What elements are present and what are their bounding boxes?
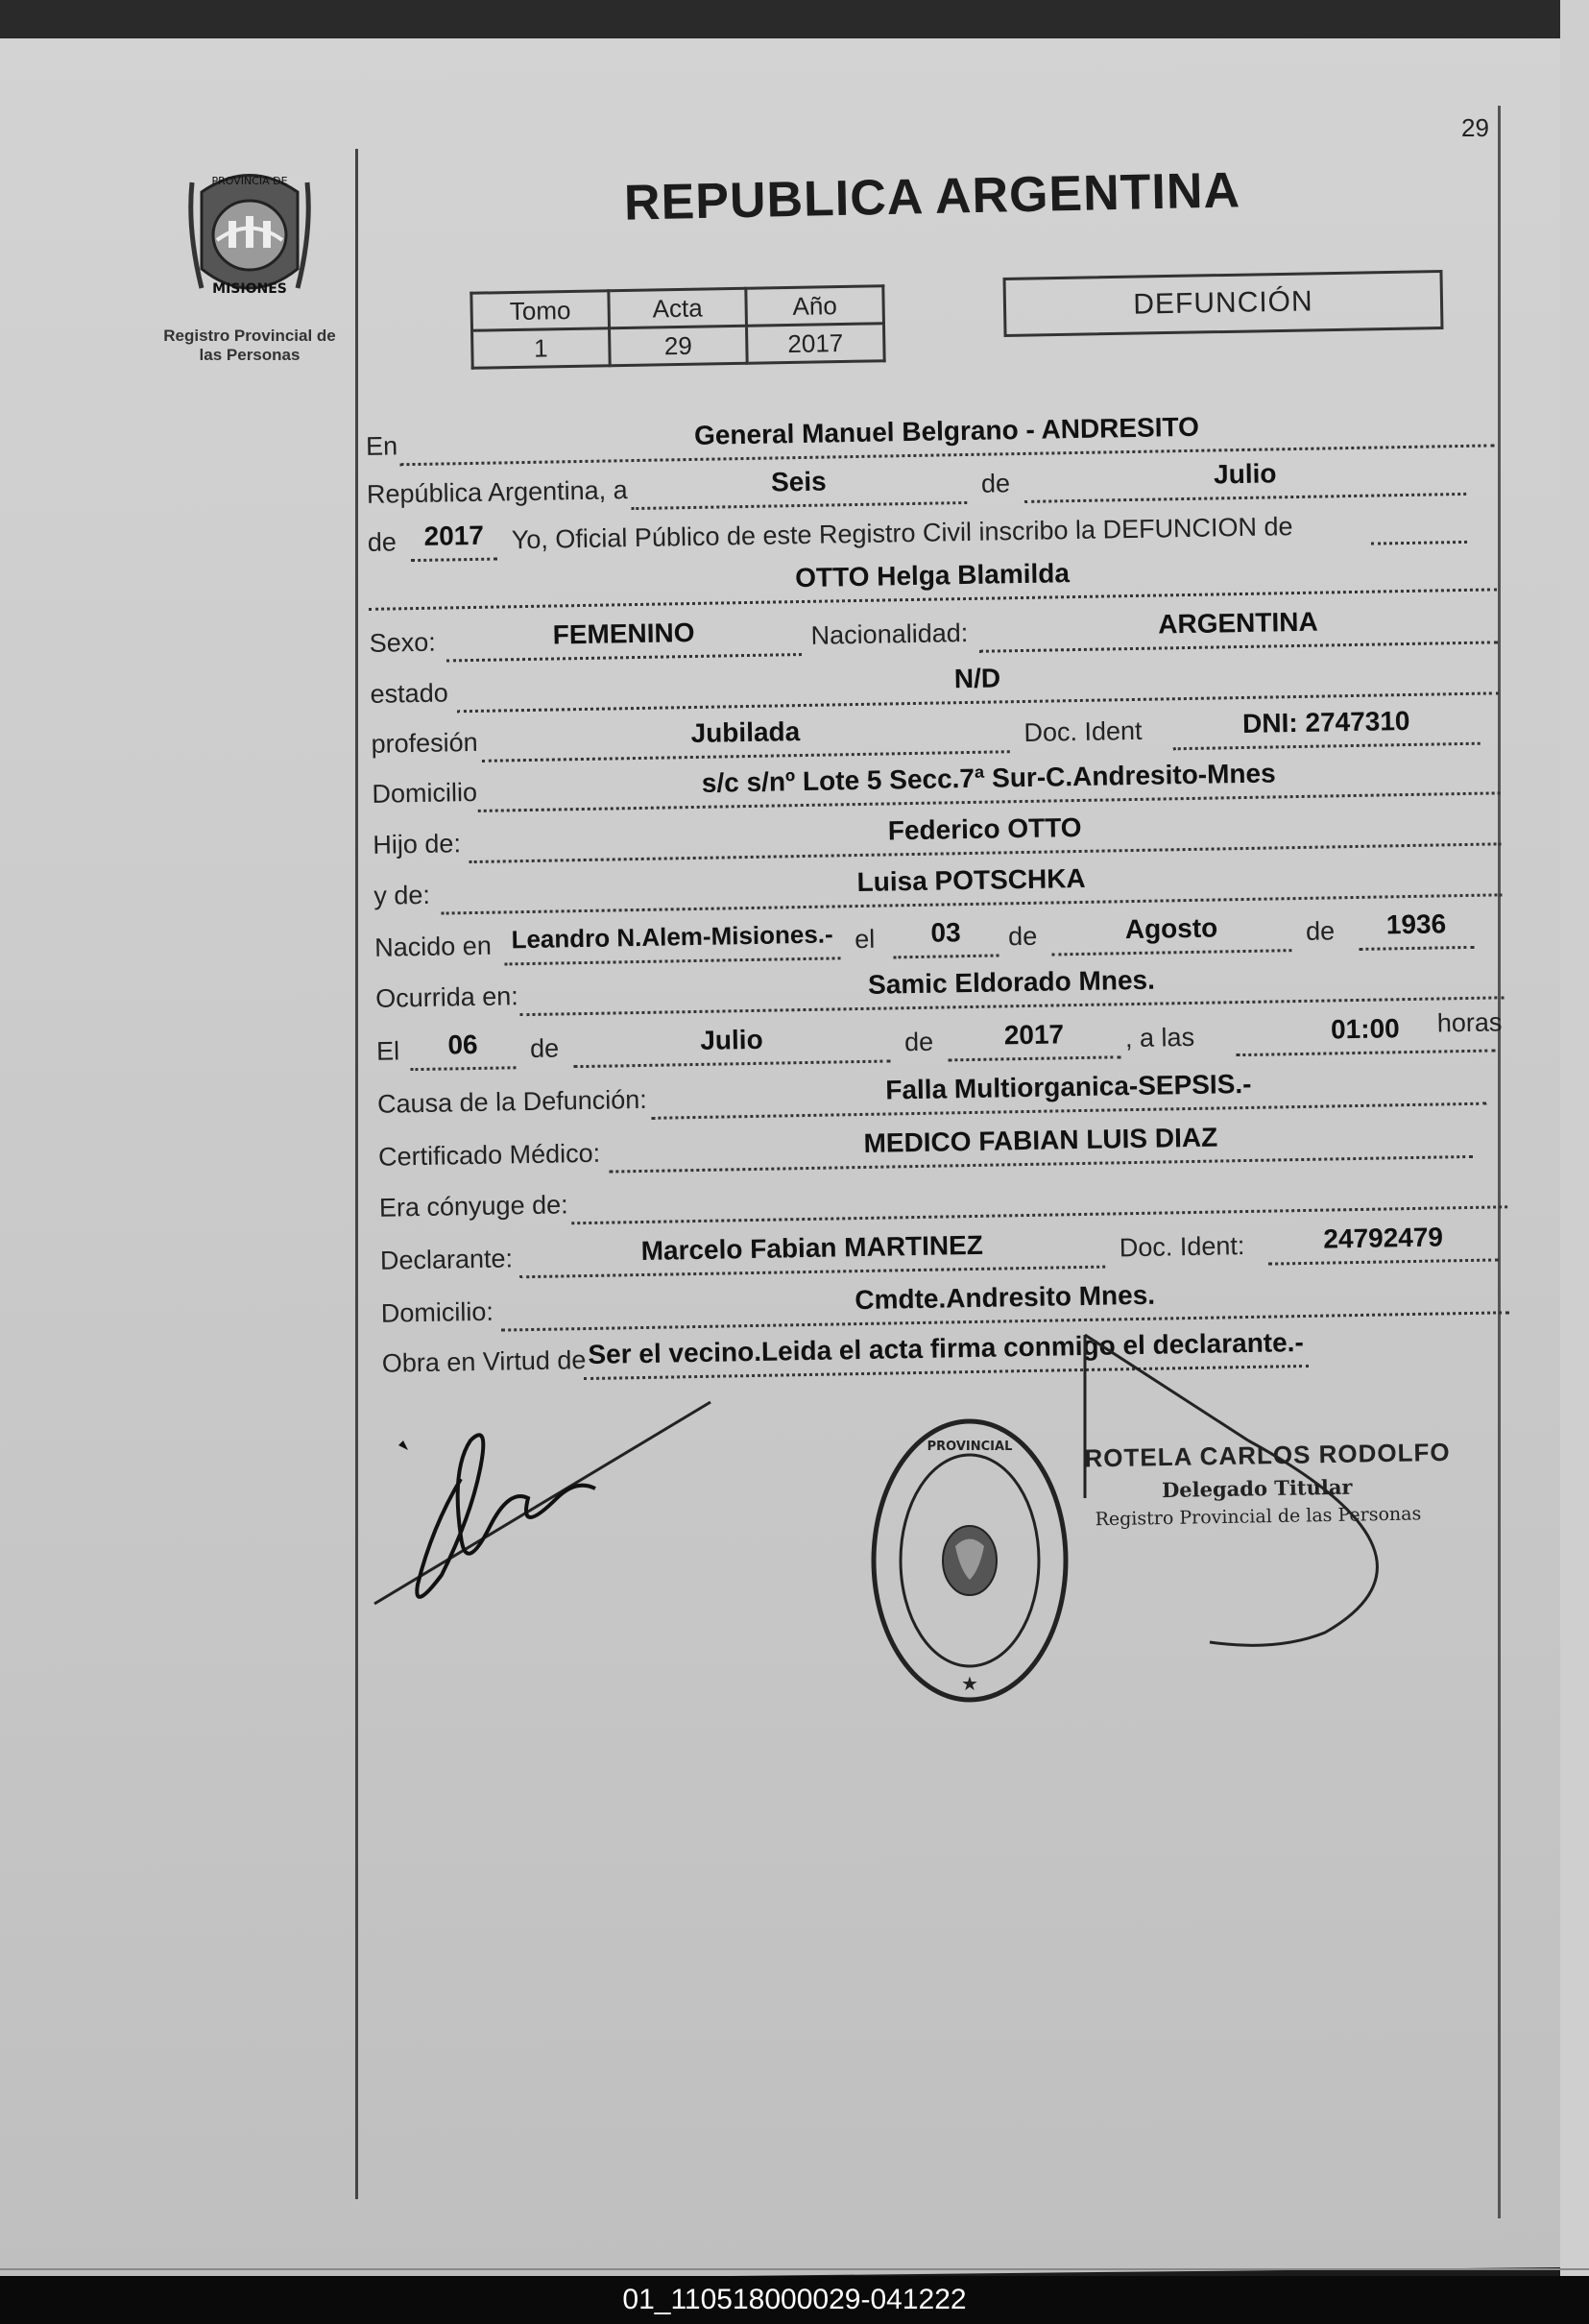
province-emblem-icon (182, 163, 317, 317)
value-nac-mes: Agosto (1124, 912, 1218, 945)
value-nombre: OTTO Helga Blamilda (794, 558, 1071, 593)
bottom-edge-line (0, 2268, 1589, 2270)
label-inscribo: Yo, Oficial Público de este Registro Civil inscribo la DEFUNCION de (511, 512, 1293, 555)
registry-table (469, 284, 885, 370)
row-nacido: Nacido en Leandro N.Alem-Misiones.- el 03 de Agosto de 1936 (370, 933, 371, 972)
value-nac-anio: 1936 (1385, 908, 1447, 940)
tomo-value: 1 (472, 328, 611, 368)
value-def-dia: 06 (447, 1029, 478, 1060)
value-certificado: MEDICO FABIAN LUIS DIAZ (863, 1122, 1218, 1158)
svg-text:★: ★ (961, 1674, 978, 1695)
value-estado: N/D (953, 663, 1001, 694)
anio-header: Año (746, 286, 884, 326)
delegate-name: ROTELA CARLOS RODOLFO (1084, 1437, 1451, 1473)
page-number: 29 (1461, 113, 1489, 142)
label-en: En (365, 431, 398, 461)
row-inscribo: de 2017 Yo, Oficial Público de este Registro Civil inscribo la DEFUNCION de (363, 528, 364, 567)
value-def-mes: Julio (700, 1024, 763, 1055)
row-fecha-defuncion: El 06 de Julio de 2017 , a las 01:00 horas (372, 1037, 373, 1076)
delegate-office: Registro Provincial de las Personas (1095, 1503, 1422, 1531)
row-obra: Obra en Virtud de Ser el vecino.Leida el acta firma conmigo el declarante.- (377, 1349, 378, 1388)
row-ocurrida: Ocurrida en: Samic Eldorado Mnes. (371, 984, 372, 1023)
tomo-header: Tomo (471, 291, 610, 330)
value-doc: DNI: 2747310 (1241, 705, 1410, 739)
value-nacido-lugar: Leandro N.Alem-Misiones.- (511, 919, 833, 955)
row-domicilio: Domicilio s/c s/nº Lote 5 Secc.7ª Sur-C.Andresito-Mnes (367, 780, 368, 818)
file-id-footer: 01_110518000029-041222 (0, 2276, 1589, 2324)
value-domicilio2: Cmdte.Andresito Mnes. (855, 1279, 1156, 1316)
page-title: REPUBLICA ARGENTINA (623, 162, 1241, 231)
registry-org-name: Registro Provincial de las Personas (163, 327, 336, 364)
row-estado: estado N/D (365, 680, 366, 718)
value-hora: 01:00 (1330, 1013, 1400, 1045)
row-conyuge: Era cónyuge de: (374, 1194, 375, 1232)
value-causa: Falla Multiorganica-SEPSIS.- (885, 1068, 1252, 1105)
value-ocurrida: Samic Eldorado Mnes. (867, 964, 1156, 1000)
svg-text:PROVINCIA DE: PROVINCIA DE (211, 175, 288, 187)
acta-header: Acta (609, 288, 747, 327)
acta-value: 29 (610, 326, 748, 365)
value-sexo: FEMENINO (552, 617, 695, 650)
svg-text:MISIONES: MISIONES (212, 281, 287, 297)
row-sexo: Sexo: FEMENINO Nacionalidad: ARGENTINA (364, 629, 365, 667)
value-domicilio: s/c s/nº Lote 5 Secc.7ª Sur-C.Andresito-Mnes (701, 758, 1276, 798)
death-record-form (360, 364, 1520, 1392)
row-certificado: Certificado Médico: MEDICO FABIAN LUIS DIAZ (373, 1143, 374, 1181)
delegate-title: Delegado Titular (1161, 1474, 1353, 1503)
value-dia: Seis (770, 466, 827, 497)
value-mes: Julio (1213, 458, 1277, 490)
value-lugar: General Manuel Belgrano - ANDRESITO (693, 411, 1200, 450)
delegate-block (1084, 1438, 1470, 1531)
label-fecha: República Argentina, a (366, 475, 628, 509)
row-domicilio2: Domicilio: Cmdte.Andresito Mnes. (376, 1299, 377, 1338)
value-def-anio: 2017 (1003, 1019, 1065, 1051)
value-obra: Ser el vecino.Leida el acta firma conmigo el declarante.- (588, 1327, 1305, 1370)
top-shadow (0, 0, 1589, 38)
value-nacionalidad: ARGENTINA (1157, 606, 1318, 640)
page-edge (1560, 0, 1589, 2324)
value-declarante: Marcelo Fabian MARTINEZ (640, 1229, 984, 1267)
svg-text:PROVINCIAL: PROVINCIAL (927, 1440, 1013, 1454)
value-doc2: 24792479 (1323, 1222, 1444, 1254)
anio-value: 2017 (746, 324, 884, 363)
value-madre: Luisa POTSCHKA (856, 862, 1086, 898)
value-padre: Federico OTTO (887, 811, 1082, 846)
value-anio: 2017 (423, 520, 485, 551)
row-padre: Hijo de: Federico OTTO (368, 831, 369, 869)
left-margin-line (355, 149, 358, 2199)
document-type-box: DEFUNCIÓN (1002, 270, 1443, 337)
row-profesion: profesión Jubilada Doc. Ident DNI: 2747310 (366, 730, 367, 768)
value-profesion: Jubilada (690, 716, 801, 749)
declarant-signature-icon (365, 1383, 730, 1633)
row-nombre (363, 558, 1071, 615)
row-fecha: República Argentina, a Seis de Julio (362, 480, 363, 519)
value-nac-dia: 03 (930, 917, 961, 948)
row-madre: y de: Luisa POTSCHKA (369, 882, 370, 920)
row-declarante: Declarante: Marcelo Fabian MARTINEZ Doc. Ident: 24792479 (375, 1247, 376, 1285)
row-lugar (361, 411, 1200, 471)
